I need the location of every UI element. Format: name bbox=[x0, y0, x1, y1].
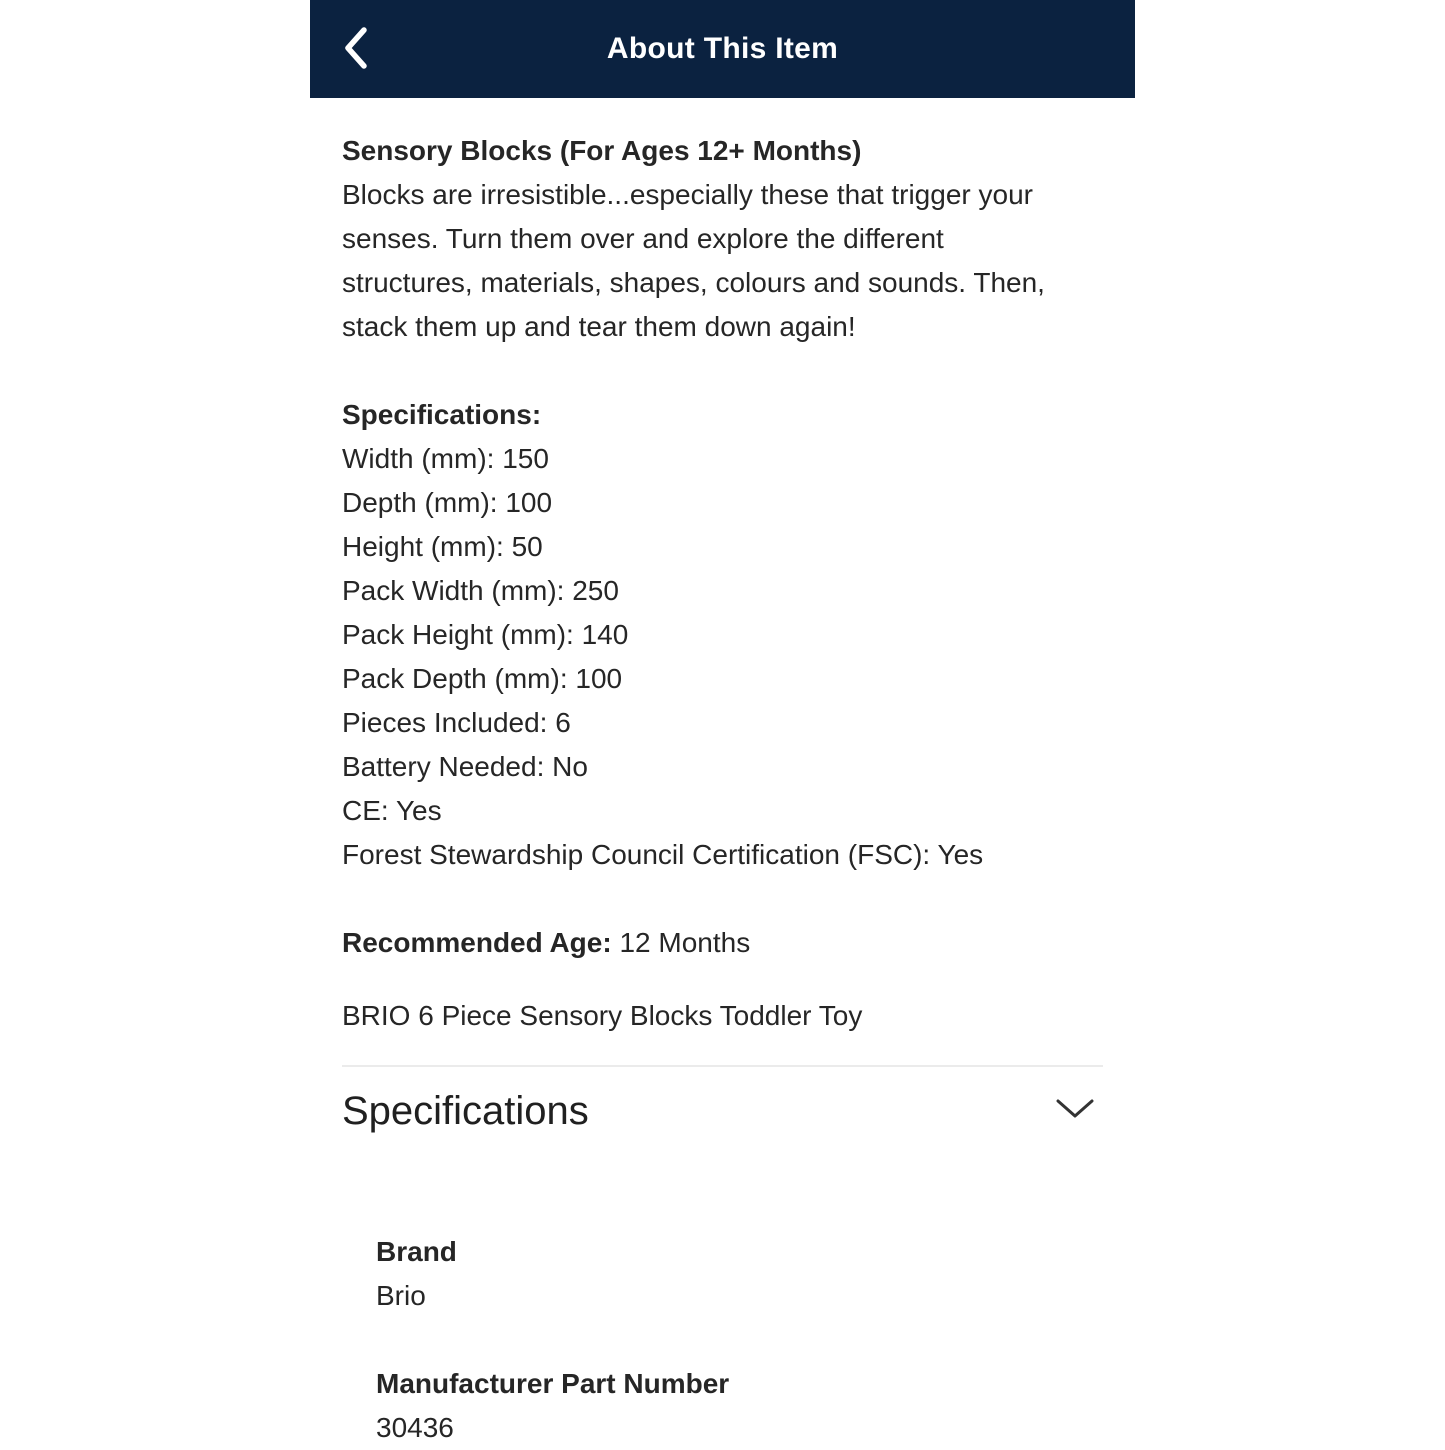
specs-list bbox=[342, 437, 1103, 877]
app-header bbox=[310, 0, 1135, 98]
chevron-left-icon bbox=[344, 27, 368, 72]
chevron-down-icon bbox=[1055, 1099, 1095, 1124]
spec-line: CE: Yes bbox=[342, 795, 442, 826]
spec-line: Depth (mm): 100 bbox=[342, 487, 553, 518]
recommended-age-label: Recommended Age: bbox=[342, 927, 612, 958]
detail-row bbox=[376, 1230, 1103, 1318]
specifications-accordion-header[interactable] bbox=[342, 1067, 1103, 1157]
product-name: BRIO 6 Piece Sensory Blocks Toddler Toy bbox=[342, 1000, 863, 1031]
detail-label: Brand bbox=[376, 1236, 457, 1267]
recommended-age-value: 12 Months bbox=[611, 927, 751, 958]
spec-line: Height (mm): 50 bbox=[342, 531, 543, 562]
detail-label: Manufacturer Part Number bbox=[376, 1368, 730, 1399]
product-title: Sensory Blocks (For Ages 12+ Months) bbox=[342, 135, 862, 166]
specifications-details bbox=[342, 1157, 1103, 1450]
specs-heading: Specifications: bbox=[342, 399, 542, 430]
about-content bbox=[310, 98, 1135, 1450]
spec-line: Pack Width (mm): 250 bbox=[342, 575, 619, 606]
spec-line: Width (mm): 150 bbox=[342, 443, 549, 474]
spec-line: Forest Stewardship Council Certification (FSC): Yes bbox=[342, 839, 984, 870]
product-description: Blocks are irresistible...especially these that trigger your senses. Turn them over and explore the different structures, materials, shapes, colours and sounds. Then, stack them up and tear them down again! bbox=[342, 179, 1045, 342]
spec-line: Battery Needed: No bbox=[342, 751, 588, 782]
back-button[interactable] bbox=[324, 0, 388, 98]
specifications-section-title: Specifications bbox=[342, 1089, 589, 1133]
recommended-age bbox=[342, 921, 1103, 965]
about-this-item-page bbox=[310, 0, 1135, 1450]
spec-line: Pack Depth (mm): 100 bbox=[342, 663, 623, 694]
spec-line: Pack Height (mm): 140 bbox=[342, 619, 629, 650]
detail-row bbox=[376, 1362, 1103, 1450]
detail-value: 30436 bbox=[376, 1412, 454, 1443]
detail-value: Brio bbox=[376, 1280, 426, 1311]
page-title: About This Item bbox=[606, 32, 839, 65]
spec-line: Pieces Included: 6 bbox=[342, 707, 571, 738]
